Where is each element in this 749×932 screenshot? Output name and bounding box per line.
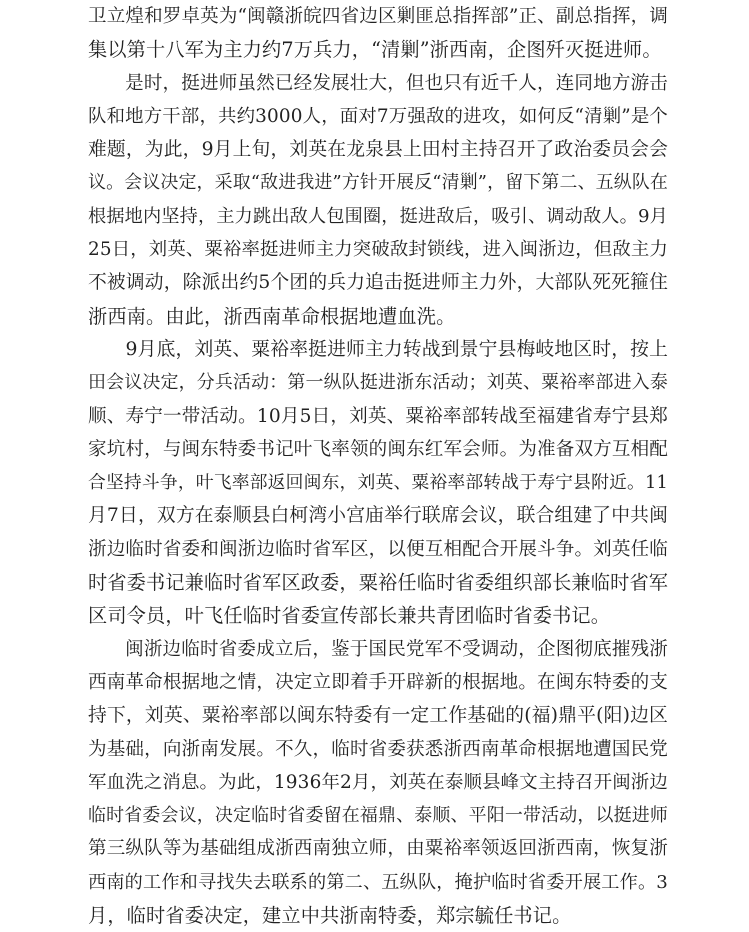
text-line: 议。会议决定，采取“敌进我进”方针开展反“清剿”，留下第二、五纵队在 [88, 172, 668, 194]
text-line: 区司令员，叶飞任临时省委宣传部长兼共青团临时省委书记。 [88, 604, 611, 628]
document-page [88, 0, 668, 932]
text-line: 根据地内坚持，主力跳出敌人包围圈，挺进敌后，吸引、调动敌人。9月 [88, 205, 668, 227]
text-line: 队和地方干部，共约3000人，面对7万强敌的进攻，如何反“清剿”是个 [88, 105, 668, 127]
text-line: 持下，刘英、粟裕率部以闽东特委有一定工作基础的(福)鼎平(阳)边区 [88, 705, 668, 727]
paragraph-3 [88, 333, 668, 633]
text-line: 家坑村，与闽东特委书记叶飞率领的闽东红军会师。为准备双方互相配 [88, 438, 668, 460]
paragraph-1 [88, 0, 668, 67]
text-line: 浙边临时省委和闽浙边临时省军区，以便互相配合开展斗争。刘英任临 [88, 538, 668, 560]
text-line: 9月底，刘英、粟裕率挺进师主力转战到景宁县梅岐地区时，按上 [125, 338, 668, 360]
text-line: 临时省委会议，决定临时省委留在福鼎、泰顺、平阳一带活动，以挺进师 [88, 805, 668, 827]
text-line: 25日，刘英、粟裕率挺进师主力突破敌封锁线，进入闽浙边，但敌主力 [88, 239, 668, 261]
text-line: 是时，挺进师虽然已经发展壮大，但也只有近千人，连同地方游击 [125, 72, 668, 94]
text-line: 集以第十八军为主力约7万兵力，“清剿”浙西南，企图歼灭挺进师。 [88, 38, 662, 62]
text-line: 卫立煌和罗卓英为“闽赣浙皖四省边区剿匪总指挥部”正、副总指挥，调 [88, 6, 668, 27]
text-line: 西南革命根据地之情，决定立即着手开辟新的根据地。在闽东特委的支 [88, 671, 668, 693]
text-line: 月，临时省委决定，建立中共浙南特委，郑宗毓任书记。 [88, 904, 572, 928]
text-line: 西南的工作和寻找失去联系的第二、五纵队，掩护临时省委开展工作。3 [88, 871, 668, 893]
text-line: 田会议决定，分兵活动：第一纵队挺进浙东活动；刘英、粟裕率部进入泰 [88, 372, 668, 394]
text-line: 难题，为此，9月上旬，刘英在龙泉县上田村主持召开了政治委员会会 [88, 139, 668, 161]
paragraph-4 [88, 633, 668, 932]
text-line: 闽浙边临时省委成立后，鉴于国民党军不受调动，企图彻底摧残浙 [125, 638, 668, 660]
text-line: 不被调动，除派出约5个团的兵力追击挺进师主力外，大部队死死箍住 [88, 272, 668, 294]
text-line: 浙西南。由此，浙西南革命根据地遭血洗。 [88, 304, 456, 328]
text-line: 月7日，双方在泰顺县白柯湾小宫庙举行联席会议，联合组建了中共闽 [88, 505, 668, 527]
paragraph-2 [88, 67, 668, 333]
text-line: 顺、寿宁一带活动。10月5日，刘英、粟裕率部转战至福建省寿宁县郑 [88, 405, 668, 427]
text-line: 时省委书记兼临时省军区政委，粟裕任临时省委组织部长兼临时省军 [88, 571, 669, 595]
text-line: 军血洗之消息。为此，1936年2月，刘英在泰顺县峰文主持召开闽浙边 [88, 771, 668, 793]
text-line: 为基础，向浙南发展。不久，临时省委获悉浙西南革命根据地遭国民党 [88, 738, 668, 760]
text-line: 第三纵队等为基础组成浙西南独立师，由粟裕率领返回浙西南，恢复浙 [88, 838, 668, 860]
text-line: 合坚持斗争，叶飞率部返回闽东，刘英、粟裕率部转战于寿宁县附近。11 [88, 472, 668, 494]
